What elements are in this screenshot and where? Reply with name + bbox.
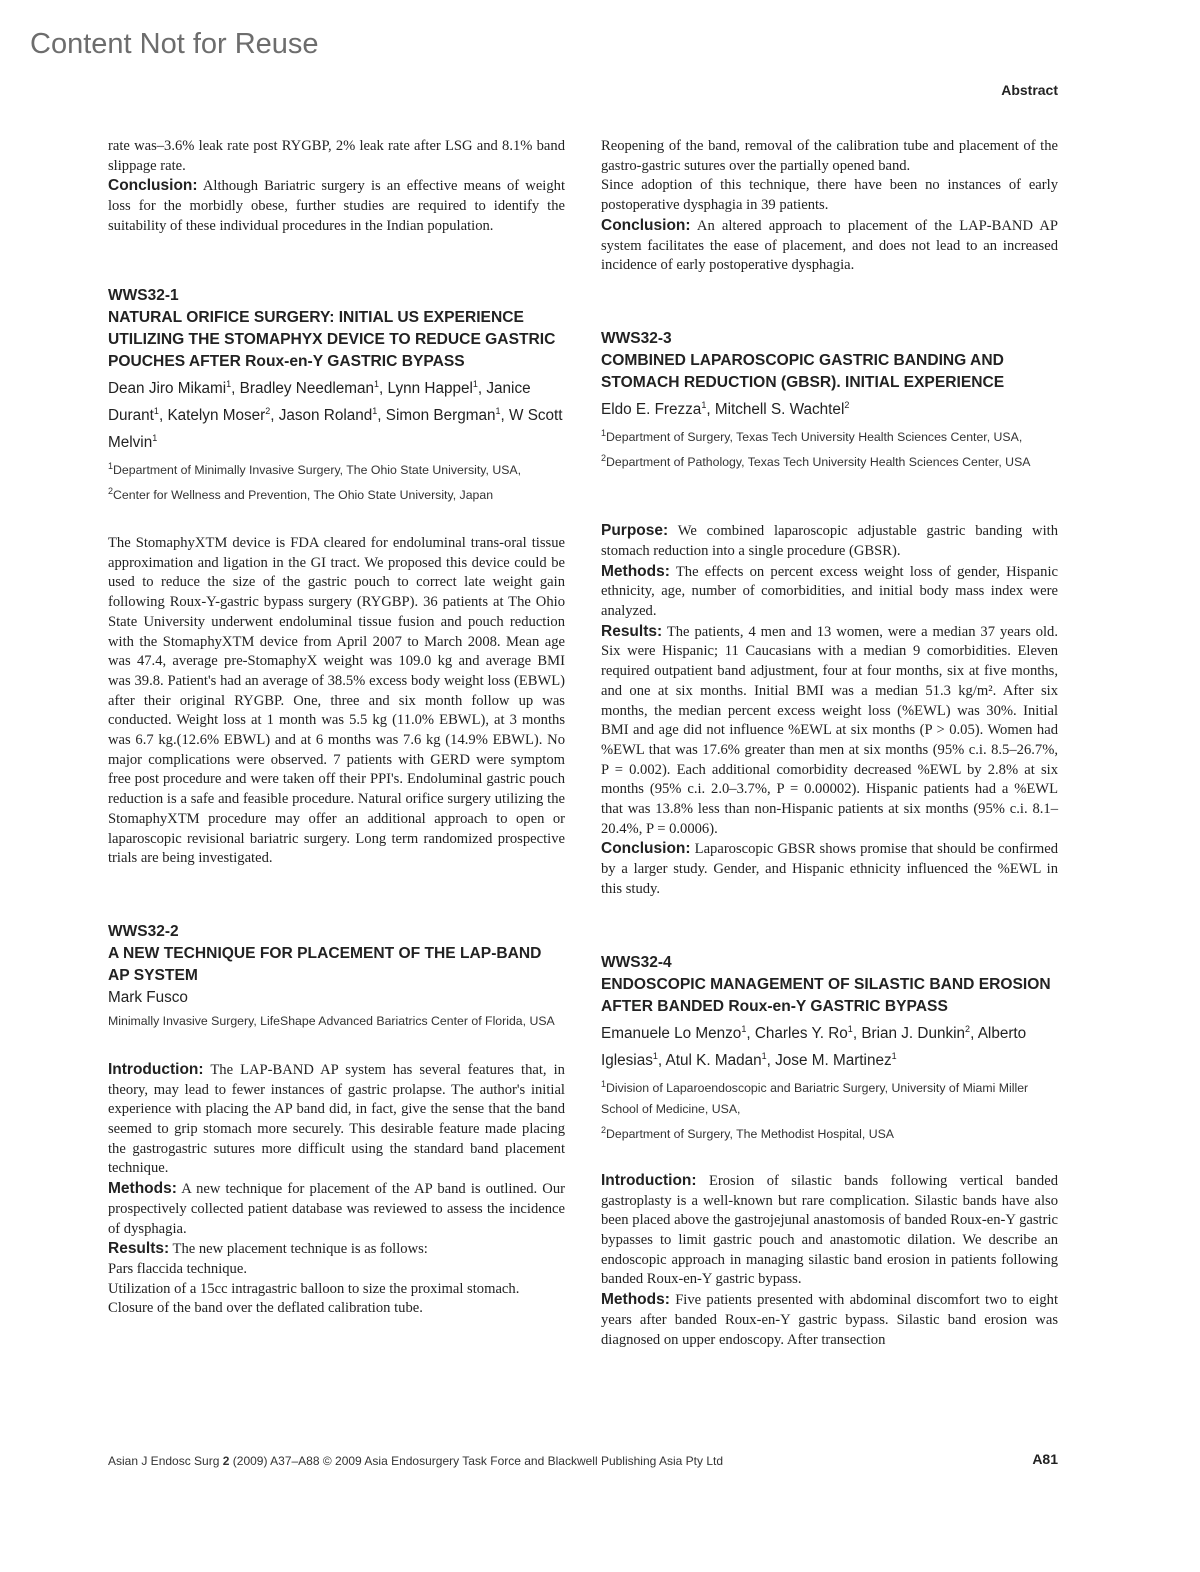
abstract-id: WWS32-2	[108, 922, 179, 940]
author-affiliation-marker: 1	[761, 1050, 767, 1061]
footer-citation: Asian J Endosc Surg 2 (2009) A37–A88 © 2009 Asia Endosurgery Task Force and Blackwell Publishing Asia Pty Ltd	[108, 1454, 724, 1468]
author-affiliation-marker: 1	[891, 1050, 897, 1061]
author-name: Mitchell S. Wachtel	[714, 401, 845, 419]
abstract-wws32-3	[601, 328, 1058, 900]
abstract-id: WWS32-1	[108, 286, 179, 304]
author-name: Bradley Needleman	[239, 379, 375, 397]
abstract-title: NATURAL ORIFICE SURGERY: INITIAL US EXPERIENCE UTILIZING THE STOMAPHYX DEVICE TO REDUCE GASTRIC POUCHES AFTER Roux-en-Y GASTRIC BYPASS	[108, 308, 556, 370]
author-affiliation-marker: 1	[372, 405, 378, 416]
abstract-title: ENDOSCOPIC MANAGEMENT OF SILASTIC BAND EROSION AFTER BANDED Roux-en-Y GASTRIC BYPASS	[601, 975, 1051, 1015]
author-affiliation-marker: 1	[472, 378, 478, 389]
abstract-body: The StomaphyXTM device is FDA cleared for endoluminal trans-oral tissue approximation and ligation in the GI tract. We proposed this device could be used to reduce the size of the gastric pouch to correct late weight gain following Roux-Y-gastric bypass surgery (RYGBP). 36 patients at The Ohio State University underwent endoluminal tissue fusion and pouch reduction with the StomaphyXTM device from April 2007 to March 2008. Mean age was 47.4, average pre-StomaphyX weight was 109.0 kg and average BMI was 39.8. Patient's had an average of 38.5% excess body weight loss (EBWL) after their original RYGBP. One, three and six month follow up was conducted. Weight loss at 1 month was 5.5 kg (11.0% EBWL), at 3 months was 6.7 kg.(12.6% EBWL) and at 6 months was 7.6 kg (14.9% EBWL). No major complications were observed. 7 patients with GERD were symptom free post procedure and were taken off their PPI's. Endoluminal gastric pouch reduction is a safe and feasible procedure. Natural orifice surgery utilizing the StomaphyXTM procedure may offer an additional approach to open or laparoscopic revisional bariatric surgery. Long term randomized prospective trials are being investigated.	[108, 534, 565, 867]
author-name: Atul K. Madan	[665, 1051, 762, 1069]
conclusion-text: Although Bariatric surgery is an effective means of weight loss for the morbidly obese, further studies are required to identify the suitability of these individual procedures in the Indian population.	[108, 178, 566, 234]
author-name: Eldo E. Frezza	[601, 401, 702, 419]
author-name: Jason Roland	[278, 406, 373, 424]
author-name: Lynn Happel	[387, 379, 473, 397]
affiliation: $^2$Center for Wellness and Prevention, The Ohio State University, Japan	[108, 485, 494, 502]
results-line: Closure of the band over the deflated calibration tube.	[108, 1300, 423, 1317]
abstract-wws32-2	[108, 921, 565, 1319]
abstract-wws32-4	[601, 952, 1058, 1351]
author-name: Charles Y. Ro	[754, 1024, 848, 1042]
author-name: Mark Fusco	[108, 988, 188, 1006]
conclusion-paragraph: Conclusion: Laparoscopic GBSR shows promise that should be confirmed by a larger study. Gender, and Hispanic ethnicity influenced the %EWL in this study.	[601, 840, 1059, 897]
affiliation: $^2$Department of Pathology, Texas Tech University Health Sciences Center, USA	[601, 453, 1031, 470]
affiliation: Minimally Invasive Surgery, LifeShape Advanced Bariatrics Center of Florida, USA	[108, 1013, 555, 1028]
introduction-paragraph: Introduction: Erosion of silastic bands following vertical banded gastroplasty is a well-known but rare complication. Silastic bands have also been placed above the gastrojejunal anastomosis of banded Roux-en-Y gastric bypasses to limit gastric pouch and anastomotic dilation. We describe an endoscopic approach in managing silastic band erosion in patients following banded Roux-en-Y gastric bypass.	[601, 1171, 1059, 1288]
conclusion-paragraph	[108, 176, 565, 236]
author-name: Alberto Iglesias	[601, 1024, 1027, 1069]
author-affiliation-marker: 1	[652, 1050, 658, 1061]
affiliation: $^1$Department of Surgery, Texas Tech University Health Sciences Center, USA,	[601, 428, 1023, 445]
affiliation: $^1$Department of Minimally Invasive Surgery, The Ohio State University, USA,	[108, 460, 522, 477]
author-affiliation-marker: 1	[374, 378, 380, 389]
author-list: Emanuele Lo Menzo$^1$, Charles Y. Ro$^1$, Brian J. Dunkin$^2$, Alberto Iglesias$^1$, Atul K. Madan$^1$, Jose M. Martinez$^1$	[601, 1023, 1027, 1069]
author-name: Jose M. Martinez	[775, 1051, 892, 1069]
author-list: Eldo E. Frezza$^1$, Mitchell S. Wachtel$^2$	[601, 399, 850, 419]
introduction-paragraph: Introduction: The LAP-BAND AP system has several features that, in theory, may lead to fewer instances of gastric prolapse. The author's initial experience with placing the AP band did, in fact, give the sense that the band seemed to grip stomach more securely. This desirable feature made placing the gastrogastric sutures more difficult using the standard band placement technique.	[108, 1060, 565, 1177]
author-name: Emanuele Lo Menzo	[601, 1024, 742, 1042]
purpose-paragraph: Purpose: We combined laparoscopic adjustable gastric banding with stomach reduction into a single procedure (GBSR).	[601, 522, 1058, 559]
author-affiliation-marker: 1	[153, 405, 159, 416]
intro-paragraph: rate was–3.6% leak rate post RYGBP, 2% leak rate after LSG and 8.1% band slippage rate.	[108, 138, 565, 174]
left-column	[108, 137, 565, 1319]
right-column	[601, 137, 1058, 1350]
author-affiliation-marker: 1	[226, 378, 232, 389]
continued-paragraph: Since adoption of this technique, there have been no instances of early postoperative dysphagia in 39 patients.	[601, 177, 1058, 214]
author-list: Dean Jiro Mikami$^1$, Bradley Needleman$^1$, Lynn Happel$^1$, Janice Durant$^1$, Katelyn Moser$^2$, Jason Roland$^1$, Simon Bergman$^1$, W Scott Melvin$^1$	[108, 378, 563, 451]
page-number: A81	[1032, 1451, 1058, 1467]
abstract-title: COMBINED LAPAROSCOPIC GASTRIC BANDING AND STOMACH REDUCTION (GBSR). INITIAL EXPERIENCE	[601, 351, 1005, 391]
author-name: Katelyn Moser	[167, 406, 266, 424]
conclusion-paragraph: Conclusion: An altered approach to placement of the LAP-BAND AP system facilitates the ease of placement, and does not lead to an increased incidence of early postoperative dysphagia.	[601, 216, 1058, 274]
continued-paragraph: Reopening of the band, removal of the calibration tube and placement of the gastro-gastric sutures over the partially opened band.	[601, 138, 1058, 174]
author-name: Brian J. Dunkin	[861, 1024, 966, 1042]
methods-paragraph: Methods: The effects on percent excess weight loss of gender, Hispanic ethnicity, age, number of comorbidities, and initial body mass index were analyzed.	[601, 562, 1058, 620]
abstract-id: WWS32-3	[601, 329, 672, 347]
abstract-title: A NEW TECHNIQUE FOR PLACEMENT OF THE LAP-BAND AP SYSTEM	[108, 944, 542, 984]
author-affiliation-marker: 1	[741, 1023, 747, 1034]
methods-paragraph: Methods: A new technique for placement of the AP band is outlined. Our prospectively collected patient database was reviewed to assess the incidence of dysphagia.	[108, 1180, 565, 1237]
author-name: Janice Durant	[108, 379, 531, 424]
affiliation: $^1$Division of Laparoendoscopic and Bariatric Surgery, University of Miami Miller School of Medicine, USA,	[601, 1078, 1029, 1116]
results-paragraph: Results: The new placement technique is as follows:	[108, 1240, 428, 1258]
results-paragraph: Results: The patients, 4 men and 13 women, were a median 37 years old. Six were Hispanic; 11 Caucasians with a median 9 comorbidities. Eleven required outpatient band adjustment, four at four months, six at five months, and one at six months. Initial BMI was a median 51.3 kg/m². After six months, the median percent excess weight loss (%EWL) was 30%. Initial BMI and age did not influence %EWL at six months (P > 0.05). Women had %EWL that was 17.6% greater than men at six months (95% c.i. 8.5–26.7%, P = 0.002). Each additional comorbidity decreased %EWL by 2.8% at six months (95% c.i. 2.0–3.7%, P = 0.00002). Hispanic patients had a %EWL that was 13.8% less than non-Hispanic patients at six months (95% c.i. 8.1–20.4%, P = 0.0006).	[601, 622, 1058, 837]
abstract-id: WWS32-4	[601, 953, 672, 971]
author-affiliation-marker: 1	[701, 399, 707, 410]
section-label: Abstract	[1001, 82, 1058, 98]
watermark: Content Not for Reuse	[30, 28, 319, 60]
abstract-wws32-1	[108, 285, 565, 869]
author-affiliation-marker: 2	[265, 405, 271, 416]
author-name: Dean Jiro Mikami	[108, 379, 227, 397]
author-name: W Scott Melvin	[108, 406, 563, 451]
results-line: Pars flaccida technique.	[108, 1260, 247, 1277]
affiliation: $^2$Department of Surgery, The Methodist Hospital, USA	[601, 1124, 894, 1141]
author-affiliation-marker: 1	[847, 1023, 853, 1034]
author-affiliation-marker: 1	[495, 405, 501, 416]
methods-paragraph: Methods: Five patients presented with abdominal discomfort two to eight years after banded Roux-en-Y gastric bypass. Silastic band erosion was diagnosed on upper endoscopy. After transection	[601, 1291, 1058, 1348]
results-line: Utilization of a 15cc intragastric balloon to size the proximal stomach.	[108, 1280, 520, 1297]
author-affiliation-marker: 1	[152, 432, 158, 443]
author-affiliation-marker: 2	[844, 399, 850, 410]
author-affiliation-marker: 2	[965, 1023, 971, 1034]
author-name: Simon Bergman	[385, 406, 496, 424]
conclusion-label: Conclusion:	[108, 177, 198, 195]
